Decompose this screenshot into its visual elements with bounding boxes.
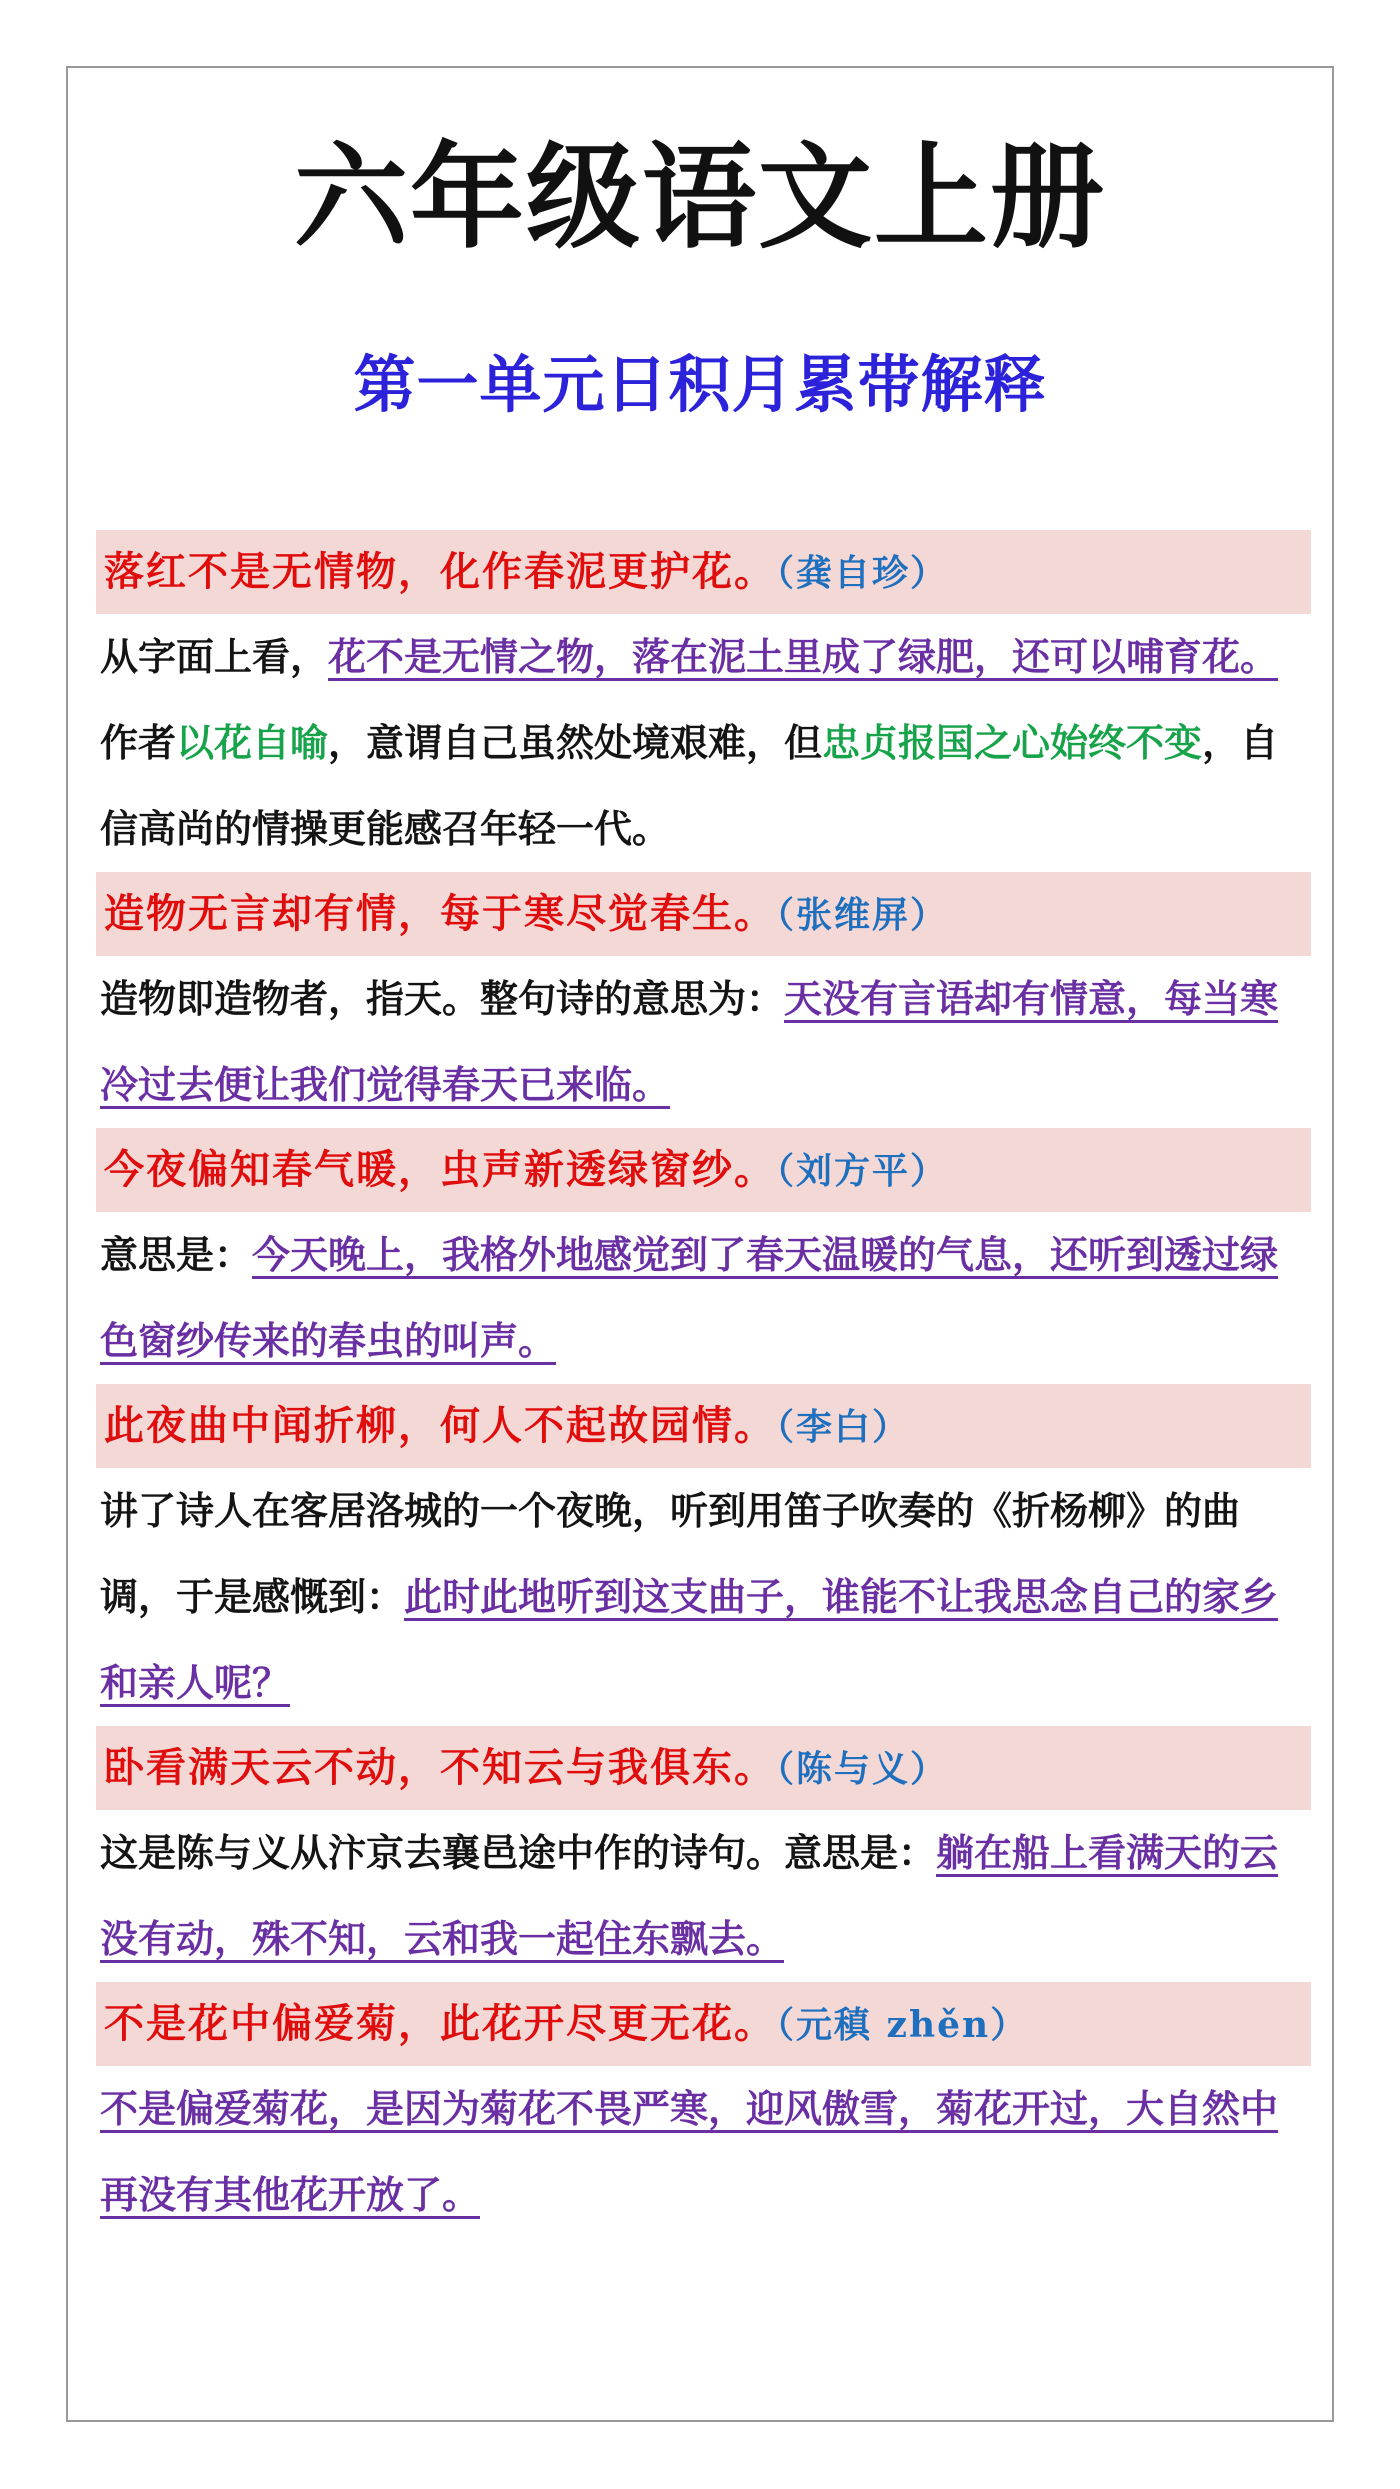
entries-list bbox=[96, 530, 1311, 2238]
poem-line-4 bbox=[96, 1384, 1311, 1468]
explanation-text: 意思是： bbox=[100, 1233, 253, 1277]
poem-line-2 bbox=[96, 872, 1311, 956]
poem-author: （张维屏） bbox=[776, 894, 949, 936]
poem-author: （元稹 zhěn） bbox=[776, 2004, 1029, 2046]
meaning-underlined: 躺在船上看满天的云没有动，殊不知，云和我一起住东飘去。 bbox=[100, 1831, 1279, 1961]
explanation-text: 讲了诗人在客居洛城的一个夜晚，听到用笛子吹奏的《折杨柳》的曲调，于是感慨到： bbox=[100, 1489, 1241, 1619]
explanation-4 bbox=[96, 1468, 1311, 1726]
meaning-underlined: 不是偏爱菊花，是因为菊花不畏严寒，迎风傲雪，菊花开过，大自然中再没有其他花开放了。 bbox=[100, 2087, 1279, 2217]
meaning-underlined: 花不是无情之物，落在泥土里成了绿肥，还可以哺育花。 bbox=[328, 635, 1279, 679]
poem-line-6 bbox=[96, 1982, 1311, 2066]
explanation-3 bbox=[96, 1212, 1311, 1384]
poem-author: （陈与义） bbox=[776, 1748, 949, 1790]
poem-text: 卧看满天云不动，不知云与我俱东。 bbox=[104, 1744, 776, 1791]
page-title: 六年级语文上册 bbox=[293, 130, 1106, 264]
highlight-green: 忠贞报国之心始终不变 bbox=[822, 721, 1203, 765]
poem-author: （李白） bbox=[776, 1406, 911, 1448]
meaning-underlined: 此时此地听到这支曲子，谁能不让我思念自己的家乡和亲人呢？ bbox=[100, 1575, 1279, 1705]
page-subtitle: 第一单元日积月累带解释 bbox=[353, 348, 1047, 421]
explanation-text: 造物即造物者，指天。整句诗的意思为： bbox=[100, 977, 785, 1021]
explanation-text: ，意谓自己虽然处境艰难，但 bbox=[328, 721, 823, 765]
poem-text: 此夜曲中闻折柳，何人不起故园情。 bbox=[104, 1402, 776, 1449]
explanation-text: 这是陈与义从汴京去襄邑途中作的诗句。意思是： bbox=[100, 1831, 937, 1875]
poem-text: 今夜偏知春气暖，虫声新透绿窗纱。 bbox=[104, 1146, 776, 1193]
explanation-6 bbox=[96, 2066, 1311, 2238]
explanation-text: ，自信高尚的情操更能感召年轻一代。 bbox=[100, 721, 1279, 851]
poem-line-1 bbox=[96, 530, 1311, 614]
poem-text: 不是花中偏爱菊，此花开尽更无花。 bbox=[104, 2000, 776, 2047]
explanation-text: 从字面上看， bbox=[100, 635, 329, 679]
meaning-underlined: 今天晚上，我格外地感觉到了春天温暖的气息，还听到透过绿色窗纱传来的春虫的叫声。 bbox=[100, 1233, 1279, 1363]
poem-line-5 bbox=[96, 1726, 1311, 1810]
highlight-green: 以花自喻 bbox=[176, 721, 329, 765]
meaning-underlined: 天没有言语却有情意，每当寒冷过去便让我们觉得春天已来临。 bbox=[100, 977, 1279, 1107]
poem-author: （龚自珍） bbox=[776, 552, 949, 594]
explanation-5 bbox=[96, 1810, 1311, 1982]
explanation-text: 作者 bbox=[100, 721, 177, 765]
poem-text: 落红不是无情物，化作春泥更护花。 bbox=[104, 548, 776, 595]
poem-text: 造物无言却有情，每于寒尽觉春生。 bbox=[104, 890, 776, 937]
explanation-2 bbox=[96, 956, 1311, 1128]
explanation-1 bbox=[96, 614, 1311, 872]
poem-author: （刘方平） bbox=[776, 1150, 949, 1192]
poem-line-3 bbox=[96, 1128, 1311, 1212]
